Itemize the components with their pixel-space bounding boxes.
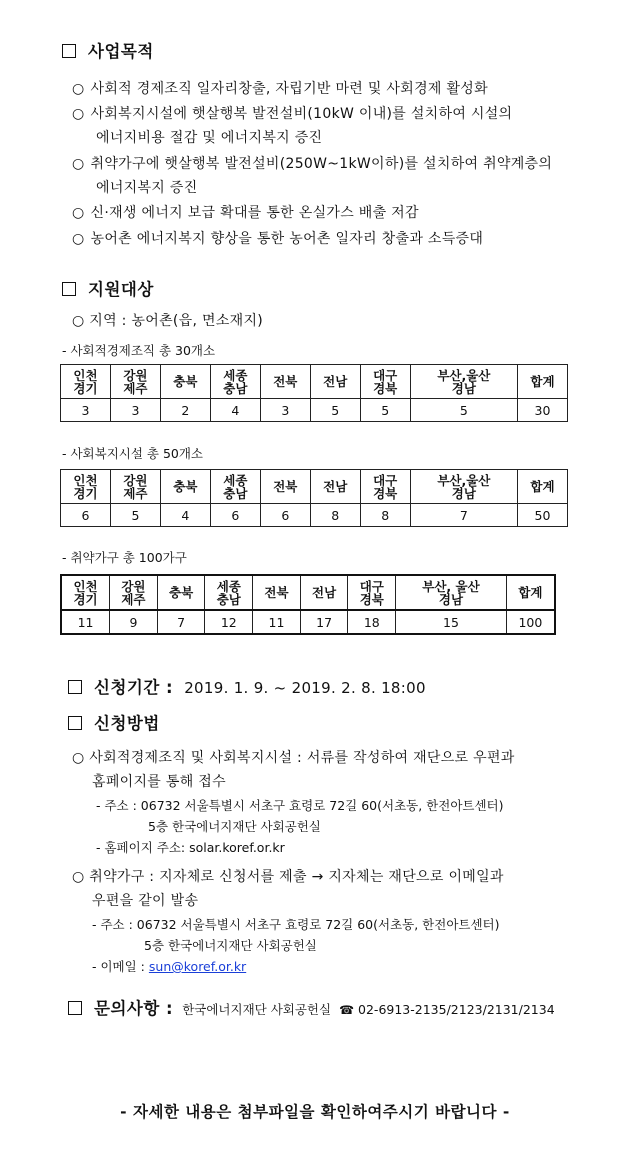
table-cell: 15 bbox=[396, 610, 507, 634]
method-item1-address1: - 주소 : 06732 서울특별시 서초구 효령로 72길 60(서초동, 한전아트센터) bbox=[96, 798, 504, 813]
table-cell: 17 bbox=[300, 610, 348, 634]
table-header-cell: 전북 bbox=[260, 365, 310, 399]
method-item1-line2: 홈페이지를 통해 접수 bbox=[92, 774, 226, 790]
table-cell: 2 bbox=[160, 399, 210, 422]
method-item1-homepage: - 홈페이지 주소: solar.koref.or.kr bbox=[96, 840, 285, 855]
table-caption-welfare-facility: - 사회복지시설 총 50개소 bbox=[62, 446, 204, 461]
table-header-cell: 전남 bbox=[310, 470, 360, 504]
table-cell: 4 bbox=[160, 504, 210, 527]
table-cell: 6 bbox=[61, 504, 111, 527]
purpose-item-continued bbox=[96, 177, 198, 197]
table-cell: 3 bbox=[110, 399, 160, 422]
table-cell: 30 bbox=[518, 399, 568, 422]
section-period bbox=[68, 674, 426, 698]
table-cell: 7 bbox=[157, 610, 205, 634]
table-header-row bbox=[61, 575, 555, 610]
method-item2-line1: ○ 취약가구 : 지자체로 신청서를 제출 → 지자체는 재단으로 이메일과 bbox=[72, 869, 504, 885]
contact-phone: 02-6913-2135/2123/2131/2134 bbox=[358, 1002, 555, 1017]
table-cell: 7 bbox=[410, 504, 517, 527]
section-contact bbox=[68, 995, 555, 1019]
period-value: 2019. 1. 9. ~ 2019. 2. 8. 18:00 bbox=[184, 679, 426, 697]
table-cell: 11 bbox=[253, 610, 301, 634]
table-cell: 6 bbox=[210, 504, 260, 527]
section-title-purpose: 사업목적 bbox=[62, 38, 154, 62]
checkbox-square-icon bbox=[62, 44, 76, 58]
method-item1-line1: ○ 사회적경제조직 및 사회복지시설 : 서류를 작성하여 재단으로 우편과 bbox=[72, 750, 515, 766]
table-header-row bbox=[61, 470, 568, 504]
checkbox-square-icon bbox=[68, 1001, 82, 1015]
bullet-circle-icon: ○ bbox=[72, 156, 85, 172]
table-header-cell: 대구 경북 bbox=[360, 470, 410, 504]
target-region: ○ 지역 : 농어촌(읍, 면소재지) bbox=[72, 313, 264, 329]
table-header-cell: 충북 bbox=[160, 365, 210, 399]
table-cell: 5 bbox=[110, 504, 160, 527]
table-header-cell: 세종 충남 bbox=[210, 470, 260, 504]
purpose-item bbox=[72, 228, 483, 248]
table-cell: 8 bbox=[360, 504, 410, 527]
table-cell: 12 bbox=[205, 610, 253, 634]
table-header-cell: 합계 bbox=[518, 470, 568, 504]
purpose-item-text: 에너지복지 증진 bbox=[96, 180, 198, 196]
table-social-enterprise bbox=[60, 364, 568, 422]
table-header-cell: 강원 제주 bbox=[110, 575, 158, 610]
table-header-cell: 전북 bbox=[253, 575, 301, 610]
email-label: - 이메일 : bbox=[92, 959, 145, 974]
purpose-item-continued bbox=[96, 127, 322, 147]
table-cell: 5 bbox=[360, 399, 410, 422]
purpose-item-text: 사회적 경제조직 일자리창출, 자립기반 마련 및 사회경제 활성화 bbox=[90, 81, 488, 97]
table-header-cell: 세종 충남 bbox=[210, 365, 260, 399]
table-header-cell: 전남 bbox=[300, 575, 348, 610]
checkbox-square-icon bbox=[68, 716, 82, 730]
table-header-cell: 합계 bbox=[506, 575, 555, 610]
purpose-item bbox=[72, 103, 512, 123]
table-cell: 18 bbox=[348, 610, 396, 634]
method-item2-line2: 우편을 같이 발송 bbox=[92, 893, 199, 909]
table-row bbox=[61, 399, 568, 422]
table-cell: 3 bbox=[61, 399, 111, 422]
checkbox-square-icon bbox=[68, 680, 82, 694]
section-title-method: 신청방법 bbox=[68, 710, 160, 734]
bullet-circle-icon: ○ bbox=[72, 231, 85, 247]
purpose-item-text: 에너지비용 절감 및 에너지복지 증진 bbox=[96, 130, 323, 146]
table-cell: 5 bbox=[310, 399, 360, 422]
table-cell: 4 bbox=[210, 399, 260, 422]
table-header-row bbox=[61, 365, 568, 399]
table-cell: 8 bbox=[310, 504, 360, 527]
table-header-cell: 세종 충남 bbox=[205, 575, 253, 610]
table-header-cell: 대구 경북 bbox=[360, 365, 410, 399]
table-header-cell: 충북 bbox=[157, 575, 205, 610]
table-header-cell: 인천 경기 bbox=[61, 470, 111, 504]
method-item2-address1: - 주소 : 06732 서울특별시 서초구 효령로 72길 60(서초동, 한전아트센터) bbox=[92, 917, 500, 932]
purpose-item-text: 농어촌 에너지복지 향상을 통한 농어촌 일자리 창출과 소득증대 bbox=[90, 231, 484, 247]
bullet-circle-icon: ○ bbox=[72, 106, 85, 122]
contact-org: 한국에너지재단 사회공헌실 bbox=[182, 1002, 332, 1017]
table-header-cell: 인천 경기 bbox=[61, 575, 110, 610]
period-title: 신청기간 : bbox=[94, 678, 174, 697]
table-vulnerable-household bbox=[60, 574, 556, 635]
phone-icon: ☎ bbox=[339, 1003, 355, 1017]
purpose-item-text: 사회복지시설에 햇살행복 발전설비(10kW 이내)를 설치하여 시설의 bbox=[90, 106, 513, 122]
table-row bbox=[61, 504, 568, 527]
table-caption-social-enterprise: - 사회적경제조직 총 30개소 bbox=[62, 343, 216, 358]
table-cell: 11 bbox=[61, 610, 110, 634]
table-header-cell: 대구 경북 bbox=[348, 575, 396, 610]
table-cell: 50 bbox=[518, 504, 568, 527]
table-header-cell: 인천 경기 bbox=[61, 365, 111, 399]
method-item2-address2: 5층 한국에너지재단 사회공헌실 bbox=[144, 938, 317, 953]
table-header-cell: 부산,울산 경남 bbox=[410, 365, 517, 399]
purpose-item-text: 신·재생 에너지 보급 확대를 통한 온실가스 배출 저감 bbox=[90, 205, 419, 221]
purpose-item bbox=[72, 78, 488, 98]
contact-title: 문의사항 : bbox=[94, 999, 174, 1018]
table-header-cell: 강원 제주 bbox=[110, 470, 160, 504]
method-item1-address2: 5층 한국에너지재단 사회공헌실 bbox=[148, 819, 321, 834]
purpose-item bbox=[72, 153, 552, 173]
email-link[interactable]: sun@koref.or.kr bbox=[148, 959, 247, 974]
checkbox-square-icon bbox=[62, 282, 76, 296]
table-header-cell: 부산, 울산 경남 bbox=[396, 575, 507, 610]
table-header-cell: 전북 bbox=[260, 470, 310, 504]
table-header-cell: 합계 bbox=[518, 365, 568, 399]
table-cell: 6 bbox=[260, 504, 310, 527]
bullet-circle-icon: ○ bbox=[72, 205, 85, 221]
bullet-circle-icon: ○ bbox=[72, 81, 85, 97]
table-cell: 5 bbox=[410, 399, 517, 422]
table-row bbox=[61, 610, 555, 634]
table-cell: 3 bbox=[260, 399, 310, 422]
footer-notice: - 자세한 내용은 첨부파일을 확인하여주시기 바랍니다 - bbox=[120, 1103, 510, 1121]
table-caption-vulnerable-household: - 취약가구 총 100가구 bbox=[62, 550, 187, 565]
table-header-cell: 전남 bbox=[310, 365, 360, 399]
table-header-cell: 강원 제주 bbox=[110, 365, 160, 399]
table-cell: 100 bbox=[506, 610, 555, 634]
table-header-cell: 부산,울산 경남 bbox=[410, 470, 517, 504]
table-header-cell: 충북 bbox=[160, 470, 210, 504]
table-welfare-facility bbox=[60, 469, 568, 527]
purpose-item bbox=[72, 202, 419, 222]
section-title-target: 지원대상 bbox=[62, 276, 154, 300]
purpose-item-text: 취약가구에 햇살행복 발전설비(250W~1kW이하)를 설치하여 취약계층의 bbox=[90, 156, 553, 172]
table-cell: 9 bbox=[110, 610, 158, 634]
method-item2-email-row bbox=[92, 957, 246, 975]
